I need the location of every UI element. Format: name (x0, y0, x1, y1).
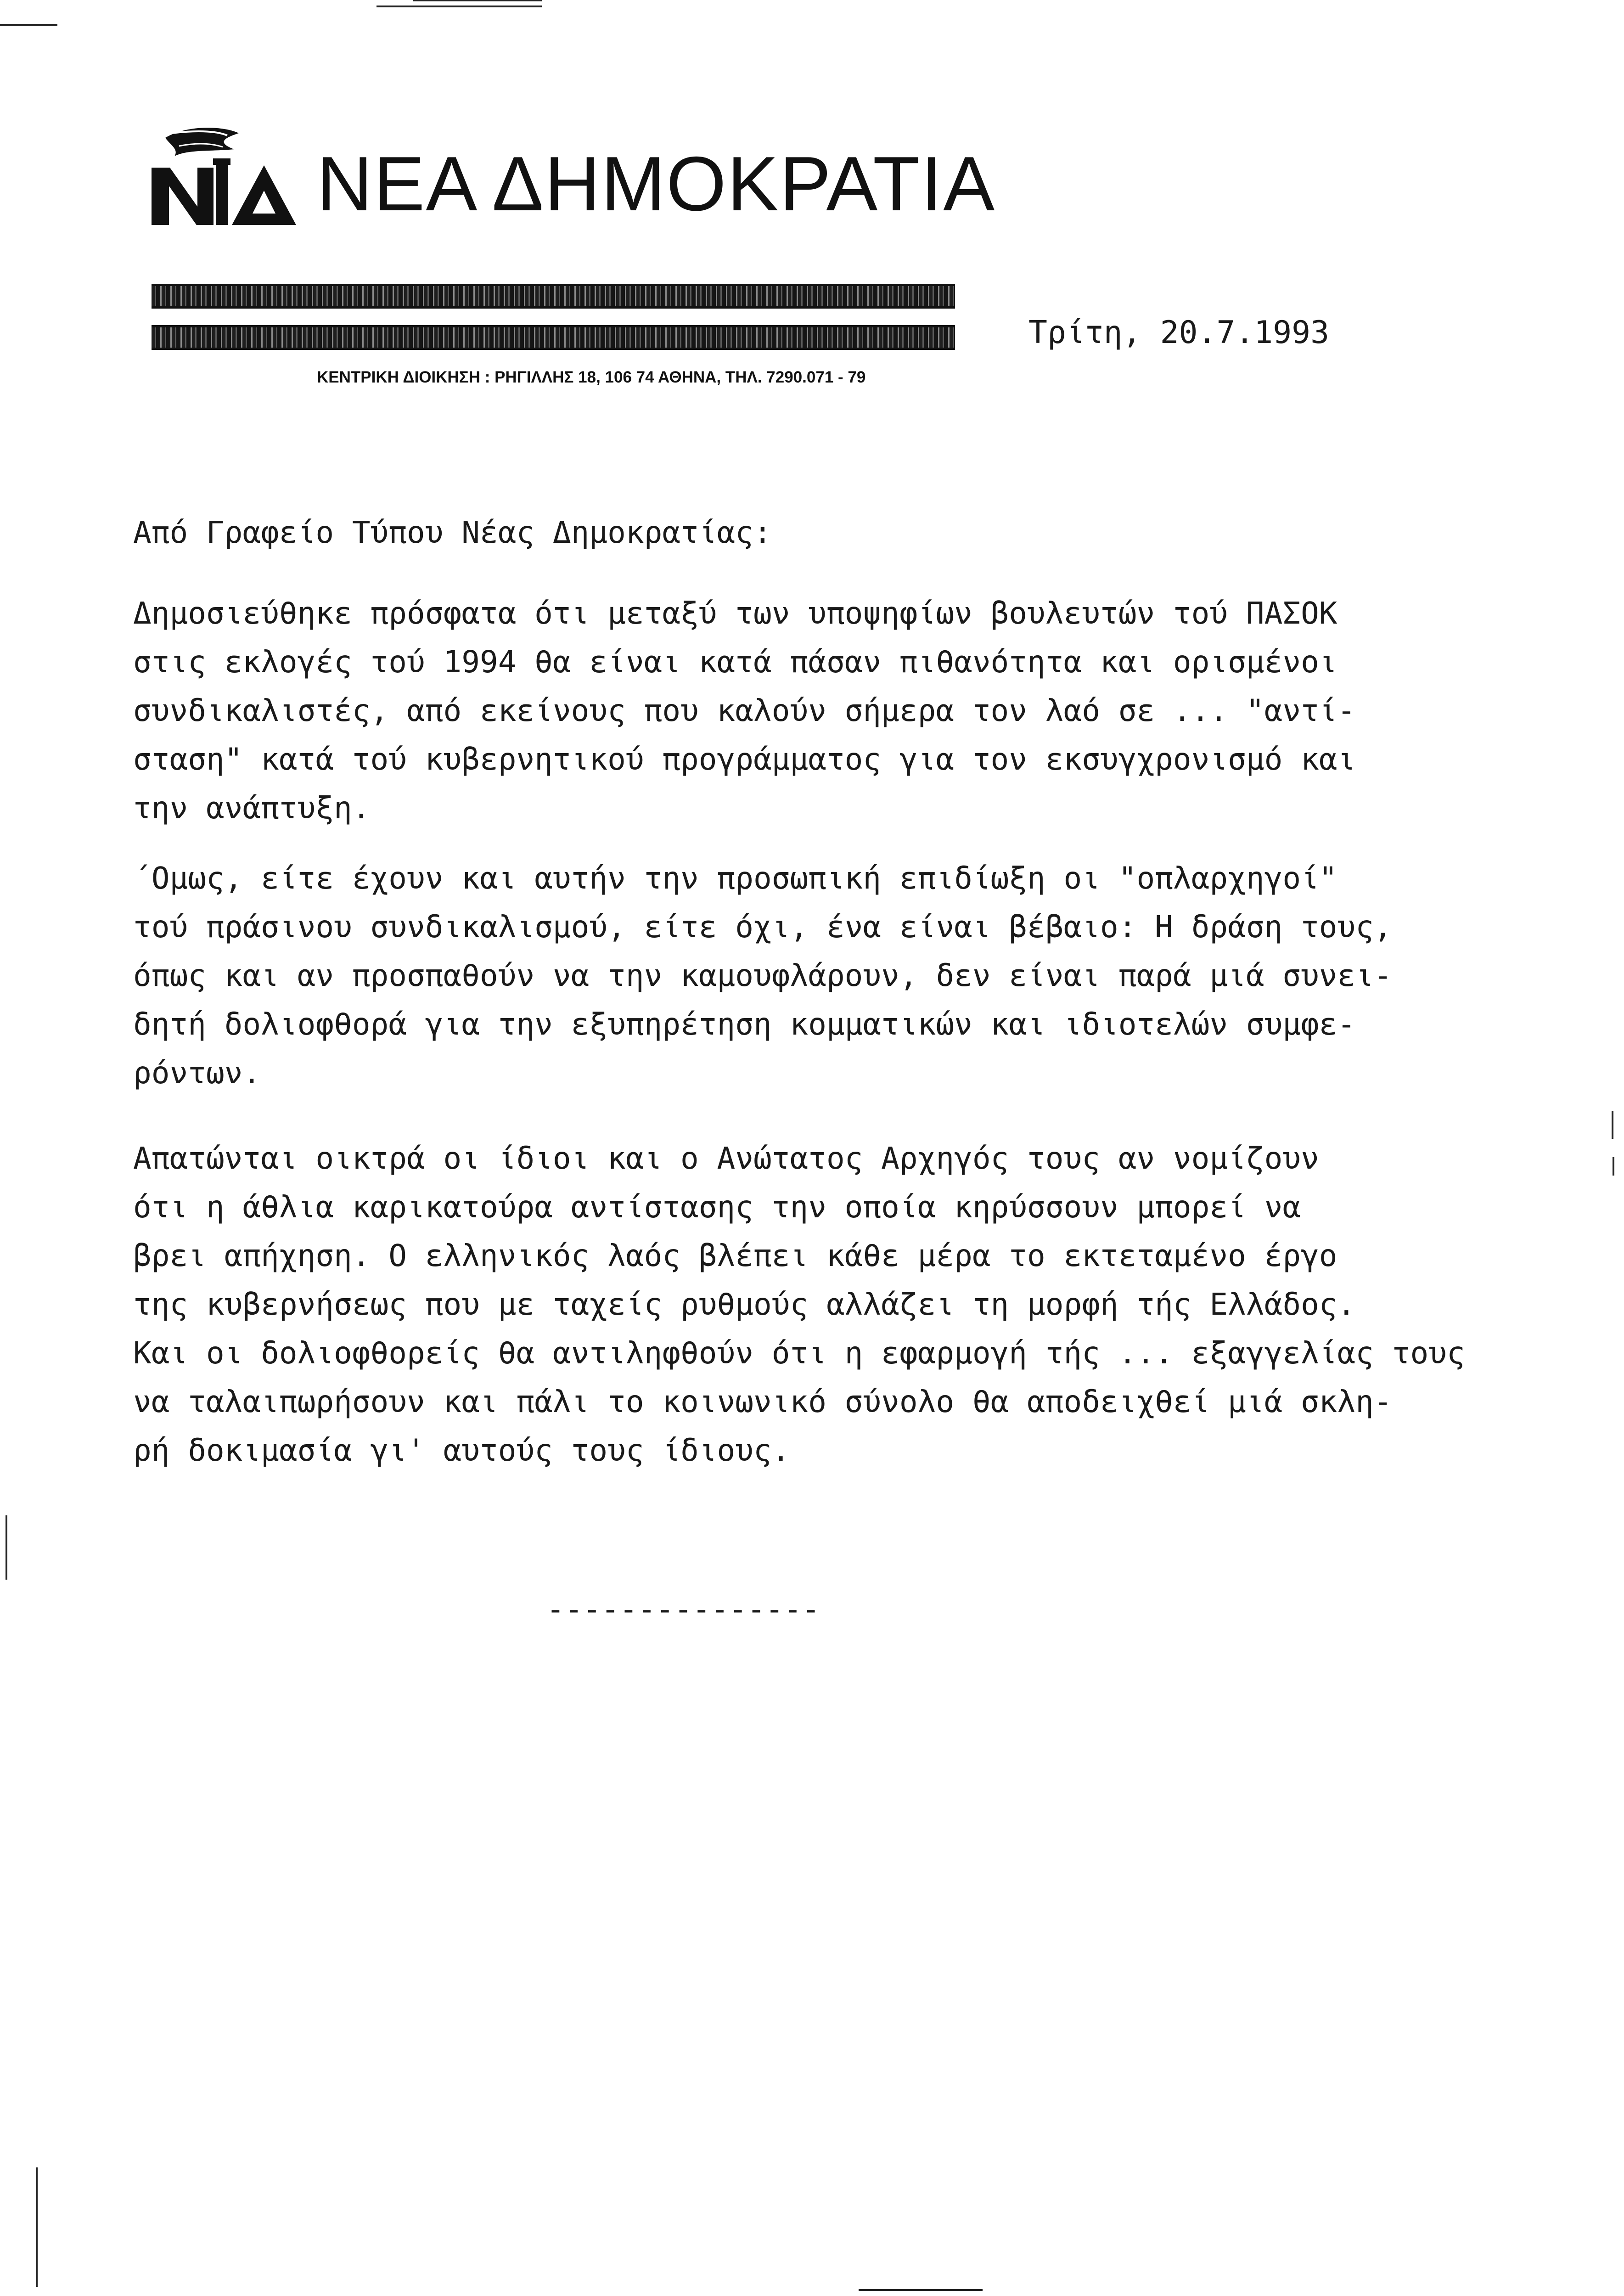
letterhead-band (152, 284, 955, 309)
scan-mark (413, 0, 542, 1)
text-line: δητή δολιοφθορά για την εξυπηρέτηση κομματικών και ιδιοτελών συμφε- (133, 1007, 1356, 1042)
text-line: όπως και αν προσπαθούν να την καμουφλάρουν, δεν είναι παρά μιά συνει- (133, 958, 1392, 993)
scan-mark (376, 6, 542, 7)
text-line: Και οι δολιοφθορείς θα αντιληφθούν ότι η εφαρμογή τής ... εξαγγελίας τους (133, 1335, 1465, 1371)
paragraph-3 (133, 1134, 1538, 1475)
text-line: σταση" κατά τού κυβερνητικού προγράμματος για τον εκσυγχρονισμό και (133, 742, 1356, 777)
text-line: τού πράσινου συνδικαλισμού, είτε όχι, ένα είναι βέβαιο: Η δράση τους, (133, 909, 1392, 945)
text-line: συνδικαλιστές, από εκείνους που καλούν σήμερα τον λαό σε ... "αντί- (133, 693, 1356, 728)
scan-mark (859, 2289, 983, 2291)
text-line: ΄Ομως, είτε έχουν και αυτήν την προσωπική επιδίωξη οι "οπλαρχηγοί" (133, 861, 1337, 896)
paragraph-1 (133, 589, 1538, 833)
text-line: να ταλαιπωρήσουν και πάλι το κοινωνικό σύνολο θα αποδειχθεί μιά σκλη- (133, 1384, 1392, 1419)
text-line: ρή δοκιμασία γι' αυτούς τους ίδιους. (133, 1433, 790, 1468)
paragraph-2 (133, 854, 1538, 1097)
scan-mark (1612, 1111, 1613, 1139)
scan-mark (6, 1515, 7, 1580)
text-line: της κυβερνήσεως που με ταχείς ρυθμούς αλλάζει τη μορφή τής Ελλάδος. (133, 1287, 1356, 1322)
text-line: Απατώνται οικτρά οι ίδιοι και ο Ανώτατος Αρχηγός τους αν νομίζουν (133, 1141, 1319, 1176)
scan-mark (0, 24, 57, 26)
press-office-heading: Από Γραφείο Τύπου Νέας Δημοκρατίας: (133, 515, 772, 550)
scan-mark (1613, 1157, 1614, 1176)
closing-rule: --------------- (546, 1592, 820, 1627)
scan-mark (36, 2167, 38, 2287)
text-line: βρει απήχηση. Ο ελληνικός λαός βλέπει κάθε μέρα το εκτεταμένο έργο (133, 1238, 1337, 1273)
text-line: την ανάπτυξη. (133, 790, 371, 826)
letter-n-icon (152, 168, 214, 225)
text-line: ρόντων. (133, 1055, 261, 1091)
document-date: Τρίτη, 20.7.1993 (1028, 315, 1330, 351)
party-logo (147, 124, 298, 230)
letterhead-address: ΚΕΝΤΡΙΚΗ ΔΙΟΙΚΗΣΗ : ΡΗΓΙΛΛΗΣ 18, 106 74 ΑΘΗΝΑ, ΤΗΛ. 7290.071 - 79 (317, 368, 866, 386)
text-line: ότι η άθλια καρικατούρα αντίστασης την οποία κηρύσσουν μπορεί να (133, 1189, 1301, 1225)
letterhead-title: ΝΕΑ ΔΗΜΟΚΡΑΤΙΑ (317, 141, 996, 227)
letterhead-band (152, 325, 955, 350)
text-line: στις εκλογές τού 1994 θα είναι κατά πάσαν πιθανότητα και ορισμένοι (133, 644, 1337, 680)
text-line: Δημοσιεύθηκε πρόσφατα ότι μεταξύ των υποψηφίων βουλευτών τού ΠΑΣΟΚ (133, 596, 1337, 631)
